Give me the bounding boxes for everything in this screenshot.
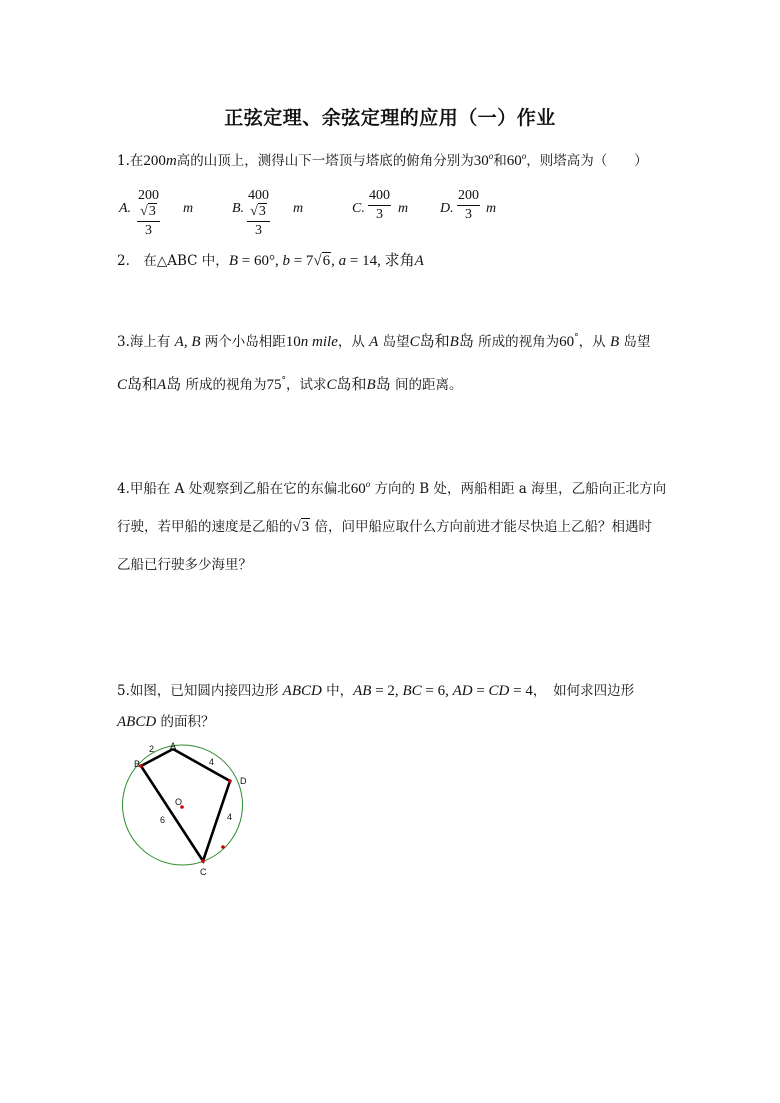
q3-math: 75 (266, 377, 282, 393)
q1-prefix: 1.在 (117, 153, 144, 169)
q3-math: C (117, 377, 128, 393)
q2-var-a-upper: A (414, 253, 424, 269)
quadrilateral-edges (141, 749, 233, 861)
q3-math: A (157, 377, 167, 393)
q4-sqrt: √3 (292, 519, 310, 535)
q1-and: 和 (493, 153, 507, 169)
q1-degree-1: o (488, 151, 494, 161)
q4-math: o (365, 479, 371, 489)
q3-text: 岛望 (619, 334, 651, 350)
q3-text: 岛 (166, 375, 182, 393)
label-c: C (200, 867, 207, 877)
q3-text: ，从 (337, 334, 370, 350)
question-4-line-1 (117, 477, 666, 498)
q5-math: CD (488, 683, 510, 699)
question-4-line-2 (117, 515, 652, 536)
q3-text: 间的距离。 (390, 377, 463, 393)
q4-math: 60 (350, 481, 366, 497)
question-3-line-2 (117, 373, 463, 394)
option-fraction: $\frac{400√3}{3}$ (248, 188, 269, 238)
option-numerator: 200 (138, 188, 159, 203)
length-ab: 2 (149, 744, 155, 754)
question-1 (117, 149, 648, 170)
option-radicand: 3 (148, 204, 156, 219)
q2-radicand: 6 (322, 253, 331, 269)
q3-text: 岛和 (419, 332, 450, 350)
q4-text: 倍，问甲船应取什么方向前进才能尽快追上乙船？相遇时 (310, 519, 653, 535)
option-unit: m (183, 201, 194, 216)
q5-math: = 6, (421, 683, 453, 699)
option-radicand: 3 (258, 204, 266, 219)
question-4-line-3: 乙船已行驶多少海里？ (117, 557, 252, 573)
q1-options (117, 188, 677, 238)
option-denominator: 3 (145, 223, 152, 238)
q2-eq-2: = 7 (289, 253, 314, 269)
option-numerator: 200 (457, 188, 480, 206)
q3-math: A, B (174, 334, 201, 350)
label-d: D (240, 776, 247, 786)
extra-point (221, 845, 225, 849)
q3-text: 两个小岛相距 (200, 334, 286, 350)
q2-var-b: b (282, 253, 290, 269)
option-label: A. (119, 201, 132, 216)
question-5-line-1 (117, 679, 634, 700)
q3-math: C (326, 377, 337, 393)
q4-text: 4.甲船在 A 处观察到乙船在它的东偏北 (117, 481, 351, 497)
option-unit: m (486, 201, 497, 216)
question-3-line-1 (117, 330, 650, 351)
point-c (201, 859, 205, 863)
question-5-line-2 (117, 710, 214, 731)
q3-text: 岛和 (127, 375, 158, 393)
option-denominator: 3 (255, 223, 262, 238)
q1-text-b: ，则塔高为（ ） (526, 153, 648, 169)
q2-sqrt: √6 (313, 253, 331, 269)
option-numerator: 400 (368, 188, 391, 206)
option-label: D. (440, 201, 454, 216)
label-a: A (170, 741, 177, 751)
q3-math: B (609, 334, 620, 350)
q3-text: ，从 (578, 334, 610, 350)
q5-math: = 4 (509, 683, 533, 699)
q1-angle-2: 60 (506, 153, 522, 169)
q4-radicand: 3 (301, 519, 310, 535)
q1-angle-1: 30 (473, 153, 489, 169)
option-fraction (457, 188, 480, 223)
point-d (228, 779, 232, 783)
q2-eq-3: = 14, 求角 (346, 253, 415, 269)
option-numerator: 400 (248, 188, 269, 203)
q2-var-a: a (338, 253, 347, 269)
q5-math: ABCD (117, 714, 157, 730)
q4-text: 方向的 B 处，两船相距 a 海里，乙船向正北方向 (370, 481, 667, 497)
q3-math: 60 (559, 334, 575, 350)
q3-text: 岛望 (378, 334, 410, 350)
length-bc: 6 (160, 815, 166, 825)
length-cd: 4 (227, 812, 233, 822)
q5-text: 5.如图，已知圆内接四边形 (117, 683, 283, 699)
option-label: B. (232, 201, 245, 216)
q5-math: = 2, (371, 683, 403, 699)
q3-math: ° (281, 376, 287, 386)
page-title: 正弦定理、余弦定理的应用（一）作业 (224, 107, 556, 129)
q5-text: ， 如何求四边形 (532, 683, 635, 699)
q3-text: 所成的视角为 (473, 334, 560, 350)
label-b: B (134, 759, 141, 769)
q3-math: B (449, 334, 459, 350)
option-denominator: 3 (465, 207, 472, 222)
q5-math: AB (353, 683, 372, 699)
q3-math: C (409, 334, 420, 350)
q5-math: BC (402, 683, 422, 699)
q3-text: 岛和 (336, 375, 367, 393)
q5-math: = (472, 683, 489, 699)
q3-math: 10 (285, 334, 301, 350)
q3-text: 所成的视角为 (181, 377, 267, 393)
q4-text: 行驶，若甲船的速度是乙船的 (117, 519, 293, 535)
length-ad: 4 (209, 757, 215, 767)
label-o: O (175, 797, 183, 807)
q2-eq-1: = 60°, (237, 253, 283, 269)
q3-math: A (369, 334, 379, 350)
q2-var-b-upper: B (228, 253, 238, 269)
cyclic-quadrilateral-figure (118, 738, 258, 878)
q3-text: 岛 (458, 332, 474, 350)
option-fraction (368, 188, 391, 223)
option-label: C. (352, 201, 365, 216)
q1-unit: m (165, 153, 177, 169)
q5-math: AD (452, 683, 473, 699)
q3-text: ，试求 (286, 377, 327, 393)
q3-math: ° (574, 333, 579, 343)
q3-math: B (366, 377, 376, 393)
option-unit: m (398, 201, 409, 216)
q5-math: ABCD (282, 683, 322, 699)
q3-text: 3.海上有 (117, 334, 175, 350)
q1-height: 200 (143, 153, 166, 169)
option-denominator: 3 (376, 207, 383, 222)
q2-prefix: 2. 在△ABC 中， (117, 253, 229, 269)
q3-math: n mile (300, 334, 338, 350)
option-unit: m (293, 201, 304, 216)
q1-degree-2: o (521, 151, 527, 161)
q2-comma: , (331, 253, 339, 269)
q5-text: 中， (321, 683, 354, 699)
q5-text: 的面积？ (156, 714, 215, 730)
q3-text: 岛 (375, 375, 391, 393)
q1-text-a: 高的山顶上，测得山下一塔顶与塔底的俯角分别为 (176, 153, 474, 169)
question-2 (117, 249, 424, 270)
option-fraction: $\frac{200√3}{3}$ (138, 188, 159, 238)
